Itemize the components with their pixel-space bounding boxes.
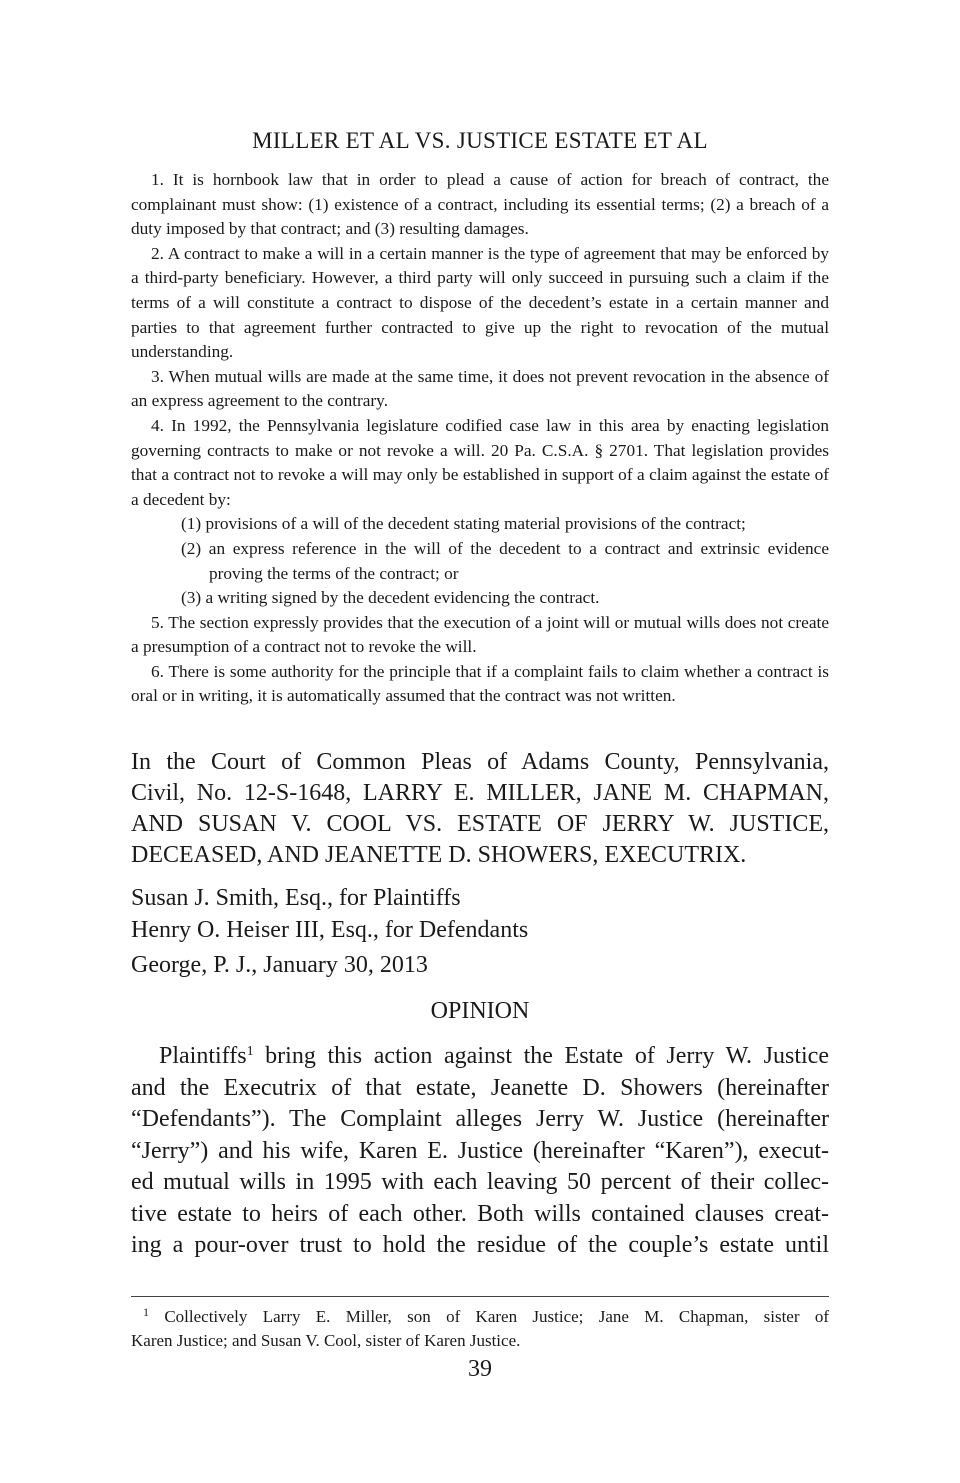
opinion-first-rest: bring this action against the Estate of Jerry W. Justice bbox=[253, 1043, 829, 1069]
opinion-line: and the Executrix of that estate, Jeanette D. Showers (hereinafter bbox=[131, 1074, 829, 1101]
counsel-block bbox=[131, 882, 829, 946]
caption-line: DECEASED, AND JEANETTE D. SHOWERS, EXECUTRIX. bbox=[131, 842, 747, 868]
footnote-line bbox=[131, 1305, 829, 1329]
headnote-4: 4. In 1992, the Pennsylvania legislature codified case law in this area by enacting legislation governing contracts to make or not revoke a will. 20 Pa. C.S.A. § 2701. That legislation provides that a contract not to revoke a will may only be established in support of a claim against the estate of a decedent by: bbox=[131, 415, 829, 509]
headnote-3: 3. When mutual wills are made at the same time, it does not prevent revocation in the absence of an express agreement to the contrary. bbox=[131, 366, 829, 411]
page-number: 39 bbox=[468, 1356, 492, 1382]
opinion-first-line bbox=[131, 1041, 829, 1073]
judge-date-line: George, P. J., January 30, 2013 bbox=[131, 952, 428, 978]
opinion-line: “Jerry”) and his wife, Karen E. Justice (hereinafter “Karen”), execut- bbox=[131, 1137, 829, 1164]
footnote-divider bbox=[131, 1296, 829, 1297]
headnote-2: 2. A contract to make a will in a certain manner is the type of agreement that may be enforced by a third-party beneficiary. However, a third party will only succeed in pursuing such a claim if the terms of a will constitute a contract to dispose of the decedent’s estate in a certain manner and parties to that agreement further contracted to give up the right to revocation of the mutual understanding. bbox=[131, 243, 829, 362]
footnote-marker: 1 bbox=[143, 1305, 149, 1319]
headnotes bbox=[131, 168, 829, 709]
headnote-4-item-3: (3) a writing signed by the decedent evidencing the contract. bbox=[181, 588, 600, 608]
running-head: MILLER ET AL VS. JUSTICE ESTATE ET AL bbox=[252, 128, 708, 153]
caption-line: AND SUSAN V. COOL VS. ESTATE OF JERRY W. JUSTICE, bbox=[131, 811, 829, 837]
headnote-4-item-2: (2) an express reference in the will of the decedent to a contract and extrinsic evidence proving the terms of the contract; or bbox=[181, 538, 829, 583]
plaintiffs-counsel: Susan J. Smith, Esq., for Plaintiffs bbox=[131, 885, 461, 911]
footnote-line: Karen Justice; and Susan V. Cool, sister of Karen Justice. bbox=[131, 1331, 521, 1350]
headnote-1: 1. It is hornbook law that in order to plead a cause of action for breach of contract, the complainant must show: (1) existence of a contract, including its essential terms; (2) a breach of a duty imposed by that contract; and (3) resulting damages. bbox=[131, 170, 829, 239]
footnote-text-1: Collectively Larry E. Miller, son of Karen Justice; Jane M. Chapman, sister of bbox=[149, 1307, 829, 1326]
caption-line: In the Court of Common Pleas of Adams County, Pennsylvania, bbox=[131, 749, 829, 775]
opinion-heading: OPINION bbox=[430, 998, 530, 1024]
footnote-reference[interactable]: 1 bbox=[246, 1044, 254, 1059]
opinion-first-word: Plaintiffs bbox=[159, 1043, 247, 1069]
opinion-body bbox=[131, 1041, 829, 1262]
opinion-line: tive estate to heirs of each other. Both wills contained clauses creat- bbox=[131, 1200, 829, 1227]
footnote bbox=[131, 1305, 829, 1353]
defendants-counsel: Henry O. Heiser III, Esq., for Defendants bbox=[131, 917, 529, 943]
headnote-5: 5. The section expressly provides that the execution of a joint will or mutual wills does not create a presumption of a contract not to revoke the will. bbox=[131, 612, 829, 657]
opinion-line: “Defendants”). The Complaint alleges Jerry W. Justice (hereinafter bbox=[131, 1106, 829, 1132]
headnote-4-item-1: (1) provisions of a will of the decedent stating material provisions of the contract; bbox=[181, 514, 746, 534]
caption-line: Civil, No. 12-S-1648, LARRY E. MILLER, JANE M. CHAPMAN, bbox=[131, 780, 829, 806]
opinion-line: ed mutual wills in 1995 with each leaving 50 percent of their collec- bbox=[131, 1169, 829, 1195]
opinion-line: ing a pour-over trust to hold the residue of the couple’s estate until bbox=[131, 1232, 829, 1258]
case-caption bbox=[131, 747, 829, 871]
headnote-6: 6. There is some authority for the principle that if a complaint fails to claim whether a contract is oral or in writing, it is automatically assumed that the contract was not written. bbox=[131, 661, 829, 706]
